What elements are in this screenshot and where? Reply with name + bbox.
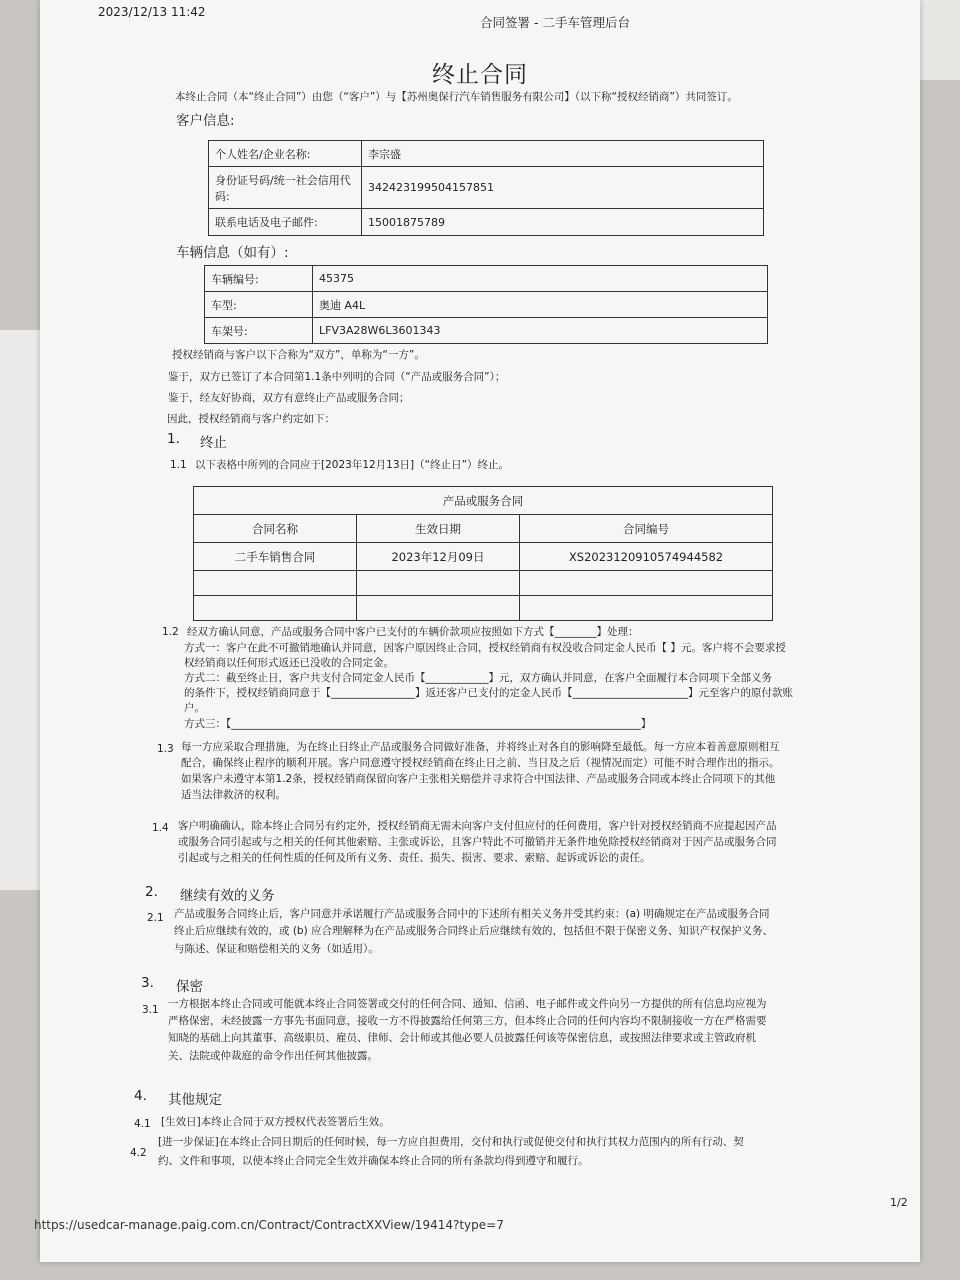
- table-row: [194, 571, 773, 596]
- clause-2-1-number: 2.1: [147, 912, 164, 924]
- table-row: [209, 167, 764, 209]
- clause-1-2-line: 的条件下，授权经销商同意于【________________】返还客户已支付的定金人民币【______________________】元至客户的原付款账: [184, 687, 793, 699]
- contract-table: [193, 486, 773, 621]
- therefore-paragraph: 因此，授权经销商与客户约定如下：: [167, 413, 335, 425]
- customer-contact-value: 15001875789: [362, 209, 764, 236]
- clause-2-1-line: 产品或服务合同终止后，客户同意并承诺履行产品或服务合同中的下述所有相关义务并受其约束：(a) 明确规定在产品或服务合同: [174, 908, 770, 920]
- document-title: 终止合同: [432, 62, 528, 88]
- contract-number-cell: XS2023120910574944582: [520, 543, 773, 571]
- clause-1-2-line: 方式二：截至终止日，客户共支付合同定金人民币【____________】元，双方确认并同意，在客户全面履行本合同项下全部义务: [184, 672, 772, 684]
- vehicle-model-value: 奥迪 A4L: [313, 292, 768, 318]
- clause-1-3-line: 每一方应采取合理措施，为在终止日终止产品或服务合同做好准备，并将终止对各自的影响降至最低。每一方应本着善意原则相互: [181, 741, 780, 753]
- intro-paragraph: 本终止合同（本“终止合同”）由您（“客户”）与【苏州奥保行汽车销售服务有限公司】（以下称“授权经销商”）共同签订。: [175, 91, 738, 103]
- clause-1-4-line: 引起或与之相关的任何性质的任何及所有义务、责任、损失、损害、要求、索赔、起诉或诉讼的责任。: [178, 852, 651, 864]
- vehicle-info-table: [204, 265, 768, 344]
- contract-date-cell: 2023年12月09日: [357, 543, 520, 571]
- print-url: https://usedcar-manage.paig.com.cn/Contract/ContractXXView/19414?type=7: [34, 1218, 504, 1232]
- clause-4-1-text: [生效日]本终止合同于双方授权代表签署后生效。: [161, 1116, 390, 1128]
- section-2-number: 2.: [145, 884, 158, 900]
- table-row: [205, 266, 768, 292]
- contract-table-caption: 产品或服务合同: [194, 487, 773, 515]
- table-header-row: [194, 515, 773, 543]
- vehicle-vin-value: LFV3A28W6L3601343: [313, 318, 768, 344]
- clause-3-1-number: 3.1: [142, 1004, 159, 1016]
- vehicle-vin-label: 车架号:: [205, 318, 313, 344]
- customer-id-label: 身份证号码/统一社会信用代码:: [209, 167, 362, 209]
- section-4-title: 其他规定: [168, 1092, 222, 1108]
- table-row: [194, 596, 773, 621]
- clause-1-2-line: 方式一：客户在此不可撤销地确认并同意，因客户原因终止合同，授权经销商有权没收合同定金人民币【 】元。客户将不会要求授: [184, 642, 786, 654]
- clause-1-2-line: 户。: [184, 702, 205, 714]
- clause-1-1-number: 1.1: [170, 459, 187, 471]
- table-row: [209, 209, 764, 236]
- column-header-number: 合同编号: [520, 515, 773, 543]
- table-row: [205, 318, 768, 344]
- vehicle-info-heading: 车辆信息（如有）:: [176, 245, 289, 261]
- customer-name-label: 个人姓名/企业名称:: [209, 141, 362, 167]
- section-1-title: 终止: [200, 435, 227, 451]
- print-page-title: 合同签署 - 二手车管理后台: [480, 15, 630, 30]
- customer-info-table: [208, 140, 764, 236]
- table-row: [205, 292, 768, 318]
- vehicle-number-value: 45375: [313, 266, 768, 292]
- section-4-number: 4.: [134, 1088, 147, 1104]
- clause-1-3-number: 1.3: [157, 743, 174, 755]
- table-row: [209, 141, 764, 167]
- clause-1-4-line: 客户明确确认，除本终止合同另有约定外，授权经销商无需未向客户支付但应付的任何费用，客户针对授权经销商不应提起因产品: [178, 820, 777, 832]
- clause-3-1-line: 知晓的基础上向其董事、高级职员、雇员、律师、会计师或其他必要人员披露任何该等保密信息，或按照法律要求或主管政府机: [168, 1032, 756, 1044]
- customer-id-value: 342423199504157851: [362, 167, 764, 209]
- clause-1-2-line: 权经销商以任何形式返还已没收的合同定金。: [184, 657, 394, 669]
- clause-4-2-number: 4.2: [130, 1147, 147, 1159]
- section-3-title: 保密: [176, 979, 203, 995]
- clause-1-3-line: 如果客户未遵守本第1.2条，授权经销商保留向客户主张相关赔偿并寻求符合中国法律、产品或服务合同或本终止合同项下的其他: [181, 773, 776, 785]
- clause-1-4-line: 或服务合同引起或与之相关的任何其他索赔、主张或诉讼，且客户特此不可撤销并无条件地免除授权经销商对于因产品或服务合同: [178, 836, 777, 848]
- table-row: [194, 543, 773, 571]
- clause-1-3-line: 适当法律救济的权利。: [181, 789, 286, 801]
- vehicle-number-label: 车辆编号:: [205, 266, 313, 292]
- whereas-paragraph-1: 鉴于，双方已签订了本合同第1.1条中列明的合同（“产品或服务合同”）；: [168, 371, 506, 383]
- clause-3-1-line: 关、法院或仲裁庭的命令作出任何其他披露。: [168, 1050, 378, 1062]
- section-3-number: 3.: [141, 975, 154, 991]
- column-header-date: 生效日期: [357, 515, 520, 543]
- clause-3-1-line: 严格保密，未经披露一方事先书面同意，接收一方不得披露给任何第三方，但本终止合同的任何内容均不限制接收一方在严格需要: [168, 1015, 767, 1027]
- clause-4-2-line: [进一步保证]在本终止合同日期后的任何时候，每一方应自担费用，交付和执行或促使交付和执行其权力范围内的所有行动、契: [158, 1136, 744, 1148]
- whereas-paragraph-2: 鉴于，经友好协商，双方有意终止产品或服务合同；: [168, 392, 410, 404]
- clause-2-1-line: 与陈述、保证和赔偿相关的义务（如适用）。: [174, 943, 379, 955]
- customer-name-value: 李宗盛: [362, 141, 764, 167]
- section-1-number: 1.: [167, 431, 180, 447]
- clause-1-2-line: 经双方确认同意，产品或服务合同中客户已支付的车辆价款项应按照如下方式【________】处理：: [187, 626, 639, 638]
- parties-paragraph: 授权经销商与客户以下合称为“双方”，单称为“一方”。: [172, 349, 425, 361]
- print-datetime: 2023/12/13 11:42: [98, 5, 206, 19]
- customer-info-heading: 客户信息:: [176, 113, 235, 129]
- clause-4-2-line: 约、文件和事项，以使本终止合同完全生效并确保本终止合同的所有条款均得到遵守和履行。: [158, 1155, 589, 1167]
- clause-4-1-number: 4.1: [134, 1118, 151, 1130]
- clause-3-1-line: 一方根据本终止合同或可能就本终止合同签署或交付的任何合同、通知、信函、电子邮件或文件向另一方提供的所有信息均应视为: [168, 998, 767, 1010]
- clause-1-4-number: 1.4: [152, 822, 169, 834]
- clause-1-2-number: 1.2: [162, 626, 179, 638]
- clause-1-3-line: 配合，确保终止程序的顺利开展。客户同意遵守授权经销商在终止日之前、当日及之后（视情况而定）可能不时合理作出的指示。: [181, 757, 780, 769]
- customer-contact-label: 联系电话及电子邮件:: [209, 209, 362, 236]
- clause-1-1-text: 以下表格中所列的合同应于[2023年12月13日]（“终止日”）终止。: [195, 459, 510, 471]
- clause-1-2-line: 方式三：【______________________________________________________________________________】: [184, 718, 652, 730]
- contract-name-cell: 二手车销售合同: [194, 543, 357, 571]
- table-row: [194, 487, 773, 515]
- page-number: 1/2: [890, 1196, 908, 1209]
- column-header-name: 合同名称: [194, 515, 357, 543]
- clause-2-1-line: 终止后应继续有效的，或 (b) 应合理解释为在产品或服务合同终止后应继续有效的，包括但不限于保密义务、知识产权保护义务、: [174, 925, 774, 937]
- section-2-title: 继续有效的义务: [180, 888, 275, 904]
- vehicle-model-label: 车型:: [205, 292, 313, 318]
